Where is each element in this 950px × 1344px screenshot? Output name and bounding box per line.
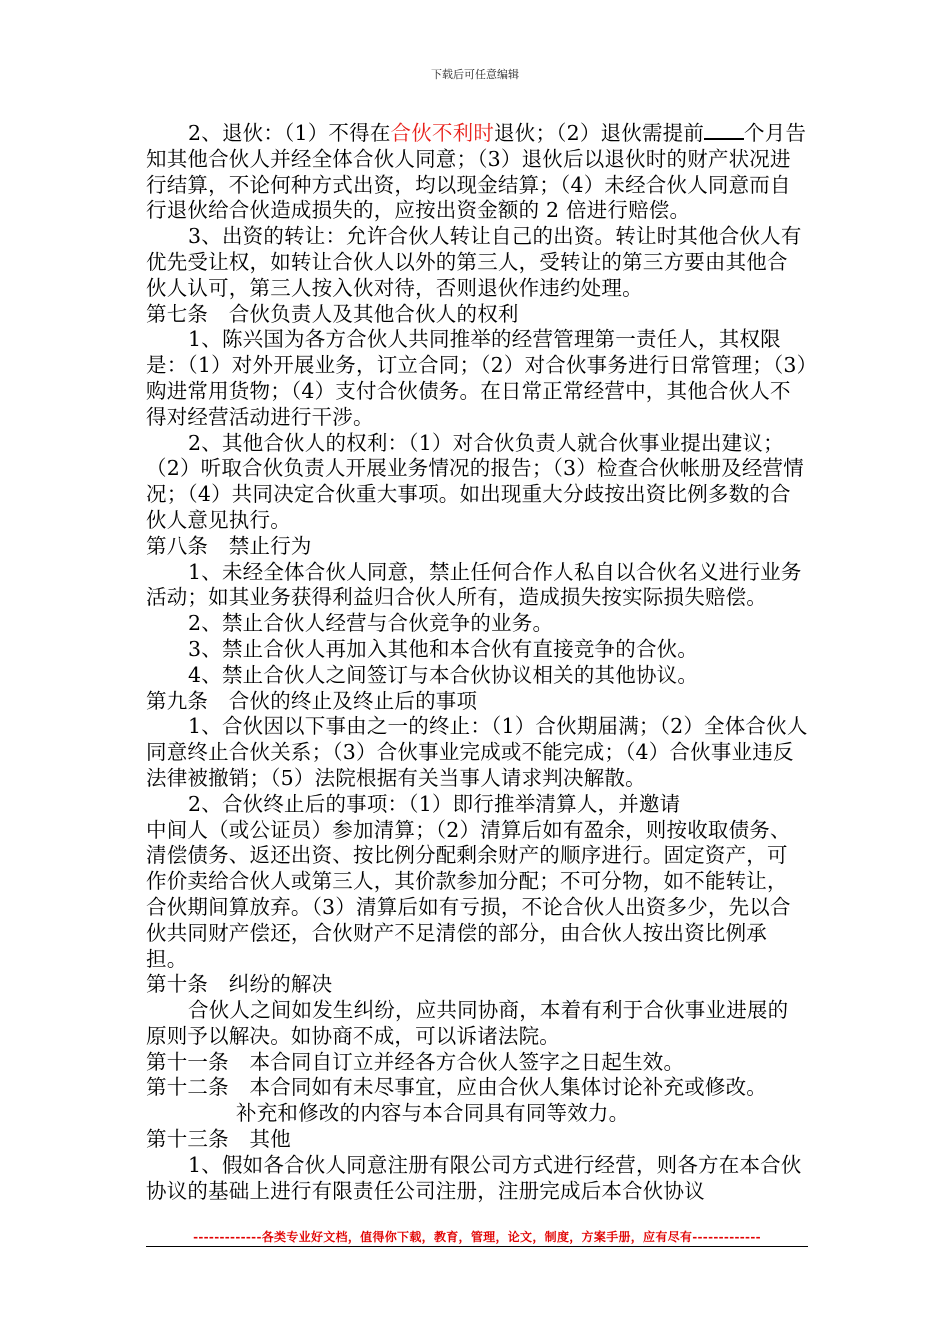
article-13-paragraph-1: 1、假如各合伙人同意注册有限公司方式进行经营，则各方在本合伙协议的基础上进行有限责任公司注册，注册完成后本合伙协议 bbox=[146, 1152, 802, 1203]
footer-divider bbox=[146, 1246, 808, 1247]
article-13-title: 第十三条 其他 bbox=[146, 1127, 291, 1152]
article-11-title: 第十一条 本合同自订立并经各方合伙人签字之日起生效。 bbox=[146, 1049, 685, 1074]
article-9-title: 第九条 合伙的终止及终止后的事项 bbox=[146, 688, 478, 713]
article-10-paragraph-1: 合伙人之间如发生纠纷，应共同协商，本着有利于合伙事业进展的原则予以解决。如协商不成，可以诉诸法院。 bbox=[146, 998, 789, 1048]
article-10-title: 第十条 纠纷的解决 bbox=[146, 972, 333, 997]
fill-blank bbox=[704, 120, 744, 140]
article-12-title: 第十二条 本合同如有未尽事宜，应由合伙人集体讨论补充或修改。 bbox=[146, 1075, 767, 1100]
withdrawal-text-b: 退伙；（2）退伙需提前 bbox=[494, 121, 705, 145]
article-7-paragraph-2: 2、其他合伙人的权利：（1）对合伙负责人就合伙事业提出建议；（2）听取合伙负责人开展业务情况的报告；（3）检查合伙帐册及经营情况；（4）共同决定合伙重大事项。如出现重大分歧按出资比例多数的合伙人意见执行。 bbox=[146, 430, 804, 532]
article-12-continuation: 补充和修改的内容与本合同具有同等效力。 bbox=[236, 1101, 630, 1126]
article-8-paragraph-3: 3、禁止合伙人再加入其他和本合伙有直接竞争的合伙。 bbox=[188, 636, 699, 661]
page-footer: -------------各类专业好文档，值得你下载，教育，管理，论文，制度，方案手册，应有尽有------------- bbox=[193, 1230, 761, 1244]
article-8-paragraph-4: 4、禁止合伙人之间签订与本合伙协议相关的其他协议。 bbox=[188, 662, 699, 687]
paragraph-transfer: 3、出资的转让：允许合伙人转让自己的出资。转让时其他合伙人有优先受让权，如转让合伙人以外的第三人，受转让的第三方要由其他合伙人认可，第三人按入伙对待，否则退伙作违约处理。 bbox=[146, 224, 802, 300]
paragraph-withdrawal bbox=[146, 120, 808, 224]
article-9-paragraph-1: 1、合伙因以下事由之一的终止：（1）合伙期届满；（2）全体合伙人同意终止合伙关系；（3）合伙事业完成或不能完成；（4）合伙事业违反法律被撤销；（5）法院根据有关当事人请求判决解散。 bbox=[146, 714, 808, 790]
article-9-paragraph-2a: 2、合伙终止后的事项：（1）即行推举清算人，并邀请 bbox=[188, 791, 681, 816]
article-8-paragraph-1: 1、未经全体合伙人同意，禁止任何合作人私自以合伙名义进行业务活动；如其业务获得利益归合伙人所有，造成损失按实际损失赔偿。 bbox=[146, 559, 802, 610]
article-7-title: 第七条 合伙负责人及其他合伙人的权利 bbox=[146, 301, 519, 326]
page-header: 下载后可任意编辑 bbox=[431, 68, 519, 81]
withdrawal-text-a: 2、退伙：（1）不得在 bbox=[188, 121, 391, 145]
highlighted-text: 合伙不利时 bbox=[390, 121, 495, 145]
article-9-paragraph-2b: 中间人（或公证员）参加清算；（2）清算后如有盈余，则按收取债务、清偿债务、返还出资、按比例分配剩余财产的顺序进行。固定资产，可作价卖给合伙人或第三人，其价款参加分配；不可分物，如不能转让，合伙期间算放弃。（3）清算后如有亏损，不论合伙人出资多少，先以合伙共同财产偿还，合伙财产不足清偿的部分，由合伙人按出资比例承担。 bbox=[146, 817, 791, 971]
withdrawal-text-c: 个月告知其他合伙人并经全体合伙人同意；（3）退伙后以退伙时的财产状况进行结算，不论何种方式出资，均以现金结算；（4）未经合伙人同意而自行退伙给合伙造成损失的，应按出资金额的 2 倍进行赔偿。 bbox=[146, 121, 807, 223]
article-7-paragraph-1: 1、陈兴国为各方合伙人共同推举的经营管理第一责任人，其权限是：（1）对外开展业务，订立合同；（2）对合伙事务进行日常管理；（3）购进常用货物；（4）支付合伙债务。在日常正常经营中，其他合伙人不得对经营活动进行干涉。 bbox=[146, 327, 808, 429]
article-8-paragraph-2: 2、禁止合伙人经营与合伙竞争的业务。 bbox=[188, 611, 554, 636]
article-8-title: 第八条 禁止行为 bbox=[146, 533, 312, 558]
document-body bbox=[146, 120, 808, 1204]
